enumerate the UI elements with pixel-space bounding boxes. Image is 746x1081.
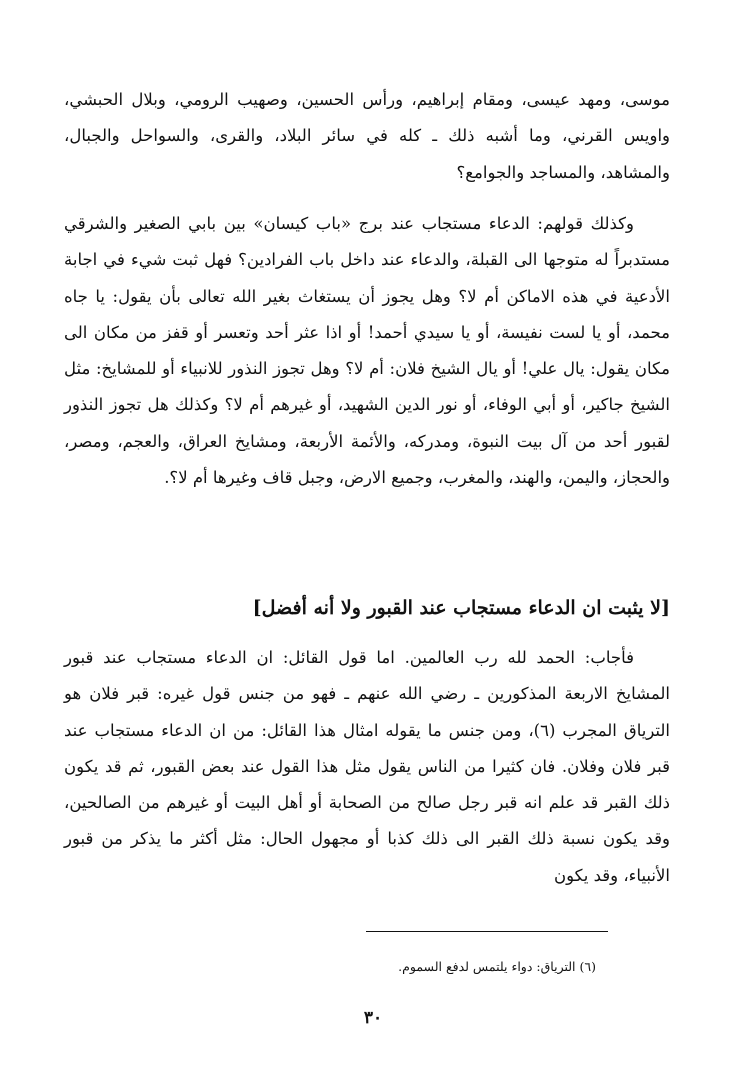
body-paragraph-2: وكذلك قولهم: الدعاء مستجاب عند برج «باب كيسان» بين بابي الصغير والشرقي مستدبراً له متوجها الى القبلة، والدعاء عند داخل باب الفرادين؟ فهل ثبت شيء في اجابة الأدعية في هذه الاماكن أم لا؟ وهل يجوز أن يستغاث بغير الله تعالى بأن يقول: يا جاه محمد، أو يا لست نفيسة، أو يا سيدي أحمد! أو اذا عثر أحد وتعسر أو قفز من مكان الى مكان يقول: يال علي! أو يال الشيخ فلان: أم لا؟ وهل تجوز النذور للانبياء أو للمشايخ: مثل الشيخ جاكير، أو أبي الوفاء، أو نور الدين الشهيد، أو غيرهم أم لا؟ وكذلك هل تجوز النذور لقبور أحد من آل بيت النبوة، ومدركه، والأئمة الأربعة، ومشايخ العراق، والعجم، ومصر، والحجاز، واليمن، والهند، والمغرب، وجميع الارض، وجبل قاف وغيرها أم لا؟. xyxy=(64,214,670,488)
body-paragraph-1: موسى، ومهد عيسى، ومقام إبراهيم، ورأس الحسين، وصهيب الرومي، وبلال الحبشي، واويس القرني، وما أشبه ذلك ـ كله في سائر البلاد، والقرى، والسواحل والجبال، والمشاهد، والمساجد والجوامع؟ xyxy=(64,90,670,182)
body-paragraph-3: فأجاب: الحمد لله رب العالمين. اما قول القائل: ان الدعاء مستجاب عند قبور المشايخ الاربعة المذكورين ـ رضي الله عنهم ـ فهو من جنس قول غيره: قبر فلان هو الترياق المجرب (٦)، ومن جنس ما يقوله امثال هذا القائل: من ان الدعاء مستجاب عند قبر فلان وفلان. فان كثيرا من الناس يقول مثل هذا القول عند بعض القبور، ثم قد يكون ذلك القبر قد علم انه قبر رجل صالح من الصحابة أو أهل البيت أو غيرهم من الصالحين، وقد يكون نسبة ذلك القبر الى ذلك كذبا أو مجهول الحال: مثل أكثر ما يذكر من قبور الأنبياء، وقد يكون xyxy=(64,648,671,885)
footnote-divider xyxy=(366,931,608,932)
page-number: ٣٠ xyxy=(363,1008,383,1028)
footnote: (٦) الترياق: دواء يلتمس لدفع السموم. xyxy=(398,959,596,974)
section-heading: [لا يثبت ان الدعاء مستجاب عند القبور ولا أنه أفضل] xyxy=(252,597,670,619)
